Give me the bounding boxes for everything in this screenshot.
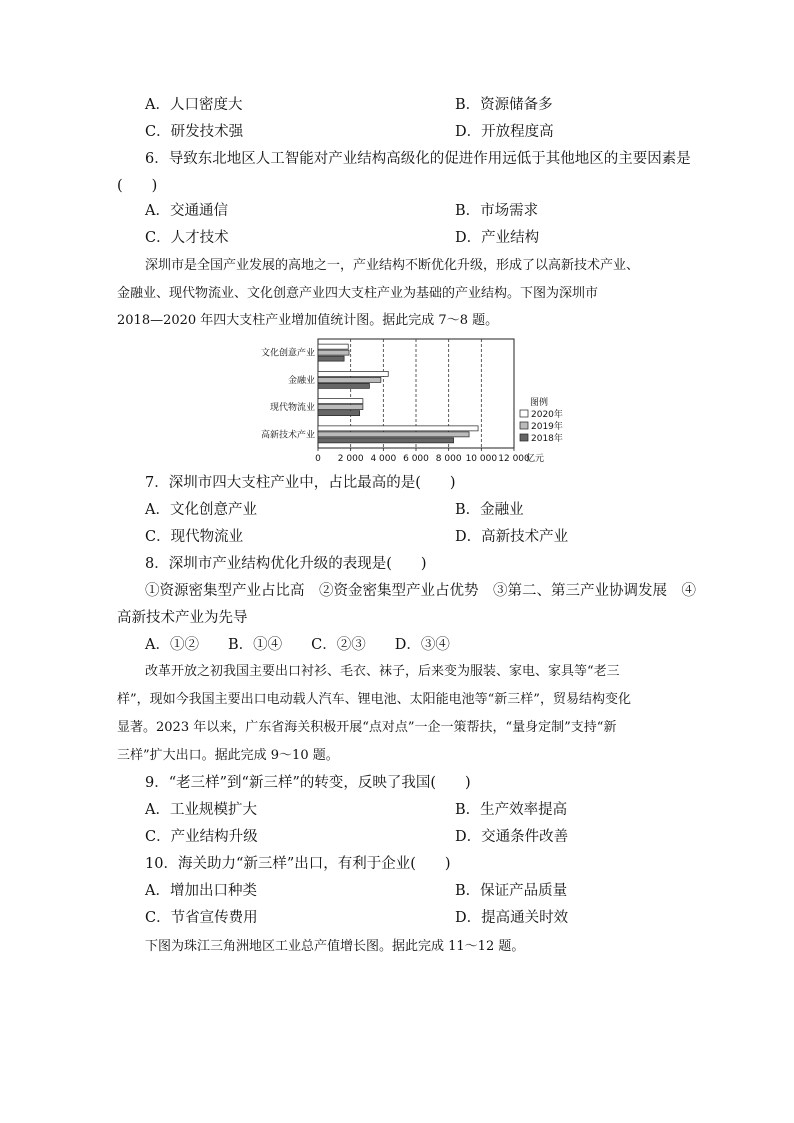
legend-label: 2020年	[531, 410, 563, 420]
q9-option-c: C．产业结构升级	[145, 829, 258, 845]
q7-option-d: D．高新技术产业	[455, 529, 569, 545]
legend-swatch	[520, 422, 528, 429]
q7-stem: 7．深圳市四大支柱产业中，占比最高的是( )	[145, 475, 456, 491]
q9-option-a: A．工业规模扩大	[145, 802, 257, 818]
q8-options: A．①② B．①④ C．②③ D．③④	[145, 637, 450, 653]
bar	[318, 399, 363, 404]
q6-option-b: B．市场需求	[455, 203, 539, 219]
passage1-line1: 深圳市是全国产业发展的高地之一，产业结构不断优化升级，形成了以高新技术产业、	[145, 258, 640, 273]
x-tick-label: 4 000	[370, 454, 397, 464]
legend-label: 2018年	[531, 434, 563, 444]
category-label: 高新技术产业	[260, 430, 315, 441]
category-label: 文化创意产业	[260, 348, 315, 359]
q6-option-c: C．人才技术	[145, 230, 229, 246]
bar	[318, 411, 360, 416]
x-tick-label: 12 000	[498, 454, 530, 464]
passage1-line2: 金融业、现代物流业、文化创意产业四大支柱产业为基础的产业结构。下图为深圳市	[117, 286, 599, 301]
q9-stem: 9．“老三样”到“新三样”的转变，反映了我国( )	[145, 775, 471, 791]
passage2-line2: 样”，现如今我国主要出口电动载人汽车、锂电池、太阳能电池等“新三样”，贸易结构变化	[117, 692, 631, 707]
bar	[318, 432, 469, 437]
q9-option-d: D．交通条件改善	[455, 829, 569, 845]
bar	[318, 344, 348, 349]
q10-option-d: D．提高通关时效	[455, 910, 569, 926]
q7-option-c: C．现代物流业	[145, 529, 244, 545]
q6-stem: 6．导致东北地区人工智能对产业结构高级化的促进作用远低于其他地区的主要因素是	[145, 151, 691, 167]
passage3-line1: 下图为珠江三角洲地区工业总产值增长图。据此完成 11～12 题。	[145, 939, 525, 954]
bar	[318, 371, 388, 376]
x-tick-label: 2 000	[337, 454, 364, 464]
x-tick-label: 8 000	[435, 454, 462, 464]
passage1-line3: 2018—2020 年四大支柱产业增加值统计图。据此完成 7～8 题。	[117, 313, 499, 328]
q5-option-d: D．开放程度高	[455, 124, 554, 140]
passage2-line1: 改革开放之初我国主要出口衬衫、毛衣、袜子，后来变为服装、家电、家具等“老三	[145, 664, 620, 679]
q5-option-a: A．人口密度大	[145, 97, 243, 113]
bar	[318, 438, 454, 443]
bar	[318, 405, 363, 410]
category-label: 现代物流业	[269, 403, 315, 414]
legend-swatch	[520, 410, 528, 417]
bar	[318, 350, 349, 355]
category-label: 金融业	[287, 375, 315, 386]
bar	[318, 383, 369, 388]
q5-option-c: C．研发技术强	[145, 124, 244, 140]
q6-paren: ( )	[117, 178, 158, 194]
bar	[318, 426, 478, 431]
q5-option-b: B．资源储备多	[455, 97, 553, 113]
legend-title: 图例	[530, 398, 549, 408]
q7-option-b: B．金融业	[455, 502, 524, 518]
x-unit-label: 亿元	[526, 454, 545, 464]
q9-option-b: B．生产效率提高	[455, 802, 568, 818]
legend-label: 2019年	[531, 422, 563, 432]
q8-statements-line1: ①资源密集型产业占比高 ②资金密集型产业占优势 ③第二、第三产业协调发展 ④	[145, 583, 696, 599]
q7-option-a: A．文化创意产业	[145, 502, 257, 518]
q10-option-c: C．节省宣传费用	[145, 910, 258, 926]
q10-option-b: B．保证产品质量	[455, 883, 568, 899]
q10-option-a: A．增加出口种类	[145, 883, 257, 899]
bar	[318, 377, 381, 382]
x-tick-label: 0	[315, 454, 321, 464]
industry-bar-chart	[240, 335, 580, 465]
q6-option-d: D．产业结构	[455, 230, 540, 246]
x-tick-label: 6 000	[403, 454, 429, 464]
x-tick-label: 10 000	[465, 454, 498, 464]
bar	[318, 356, 344, 361]
q6-option-a: A．交通通信	[145, 203, 228, 219]
passage2-line3: 显著。2023 年以来，广东省海关积极开展“点对点”一企一策帮扶，“量身定制”支持“新	[117, 720, 617, 735]
passage2-line4: 三样”扩大出口。据此完成 9～10 题。	[117, 748, 339, 763]
legend-swatch	[520, 434, 528, 441]
q8-stem: 8．深圳市产业结构优化升级的表现是( )	[145, 556, 427, 572]
q8-statements-line2: 高新技术产业为先导	[117, 610, 248, 626]
q10-stem: 10．海关助力“新三样”出口，有利于企业( )	[145, 856, 451, 872]
